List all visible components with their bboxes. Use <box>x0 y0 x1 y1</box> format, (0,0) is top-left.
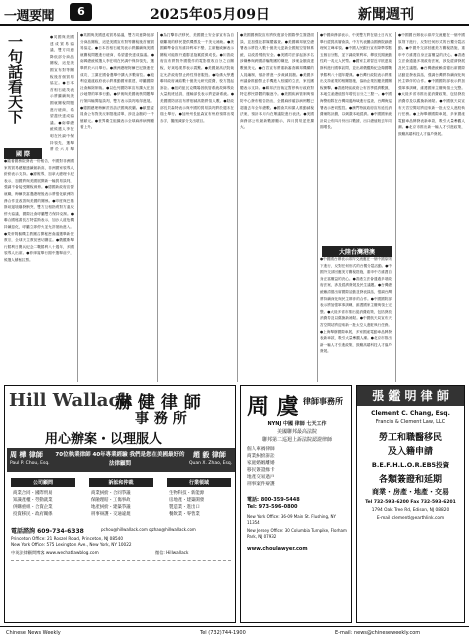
news-column-5: ●中國商務部表示，中美雙方將在瑞士日內瓦舉行經貿高層會談，中方代表團由國務院副總理何立峰率領。●中國人民銀行宣布降準零點五個百分點，並下調政策利率，釋放長期流動性約一兆元人民幣。●國家主席習近平抵達莫斯科進行國事訪問，並出席俄羅斯紀念衛國戰爭勝利八十週年慶典。●台灣行政院表示將推出支持產業的相關措施，協助企業因應美國關稅衝擊。●香港特區政府公布首季經濟數據，本地生產總值按年增長百分之三點一。●中國海警船隊在台灣周邊海域進行巡查，台灣海巡署表示密切監控。●澳門特區政府宣布延長消費補貼計劃，以刺激本地經濟。●中國國家統計局公布四月份出口數據，出口總值較去年同期增長。 <box>320 33 392 130</box>
list-item: 投資移民・政府關係 <box>13 512 53 517</box>
feature-title: 一句話看天下 <box>6 34 24 124</box>
hill-ad-filler <box>11 560 231 620</box>
column-divider <box>157 32 158 382</box>
column-divider <box>237 32 238 382</box>
quan-zhao-title: Quan X. Zhao, Esq. <box>189 461 233 466</box>
list-item: 家庭婚姻離婚 <box>247 461 275 466</box>
list-item: 生物科技・新能源 <box>169 491 205 496</box>
list-item: 商業糾紛訴訟 <box>247 454 275 459</box>
hill-services-3 <box>169 490 235 518</box>
list-item: 商業合同・國際貿易 <box>13 491 53 496</box>
chou-sub3: 聯邦第二巡迴上訴法院認證律師 <box>261 437 332 443</box>
hill-services-1 <box>13 490 83 518</box>
chang-line-5: 商業・房產・地產・交易 <box>372 488 449 496</box>
column-divider <box>395 32 396 382</box>
mainland-tag: 大陸台灣港澳 <box>322 246 392 257</box>
footer-phone: Tel (732)744-1900 <box>200 630 246 636</box>
international-tag: 國 際 <box>4 148 42 159</box>
list-item: 併購重組・合資企業 <box>13 505 53 510</box>
news-column-5b: ●中國國台辦表示兩岸交流應在一個中國原則下進行，反對任何形式的台獨分裂活動。●中國外交部回應美方關稅措施，重申中方維護自身正當權益的決心。●香港立法會通過多項政府法案，涉及經濟發展及民生議題。●台灣總統賴清德出席國際活動並發表談話，強調台灣將持續深化與民主夥伴的合作。●中國國防部表示將加強軍事訓練，維護國家主權與領土完整。●大陸多省市推出促消費政策，包括發放消費券及以舊換新補貼。●中國航天局宣布天宮空間站將迎來新一批太空人進駐執行任務。●上海舉辦國際車展，多家國產電動車品牌發表新車款，吸引大量參觀人潮。●北京市推出新一輪人才引進政策，鼓勵高端科技人才落戶發展。 <box>320 257 392 354</box>
princeton-office: Princeton Office: 21 Roszel Road, Princeton, NJ 08540 <box>11 536 123 541</box>
chang-line-2: 及入籍申請 <box>387 447 433 457</box>
hill-cat-corporate: 公司顧問 <box>11 478 75 487</box>
news-column-3: ●為打擊非法移民，美國國土安全部宣布為自願離境的移民提供機票及一千美元補助。●美國聯準會宣布維持利率不變，主席鮑威爾表示關稅可能推升通膨並拖累經濟成長。●川普政府宣布將對外國製作的電影徵收百分之百關稅，好萊塢業界表示震驚。●美國最高法院裁定允許政府禁止跨性別者服役。●哈佛大學遭聯邦政府凍結數十億美元研究經費，校方提起訴訟。●紐約紐瓦克機場因航管系統故障導致大量航班延誤，運輸部長表示將更新系統。●美國國防部宣布將削減高階將領人數。●財政部長貝森特表示與中國的貿易談判將於週末在瑞士舉行。●加州州長紐森宣布州府預算出現赤字，擬削減部分支出項目。 <box>160 33 234 123</box>
hill-banner <box>7 448 235 472</box>
list-item: 餐飲業・零售業 <box>169 512 200 517</box>
list-item: 房地產・建築開發 <box>169 498 205 503</box>
hill-address <box>11 536 132 548</box>
chang-firm: Francis & Clement Law, LLC <box>375 419 446 425</box>
section-left-title: 一週要聞 <box>4 9 55 24</box>
hill-cat-industry: 行業領域 <box>167 478 231 487</box>
paul-chou-name: 周 樺 律師 <box>10 451 43 459</box>
chou-phone-1[interactable]: 電話: 800-359-5448 <box>247 497 300 503</box>
chou-law-ad <box>240 385 352 623</box>
hill-wallack-logo: Hill Wallack <box>9 390 132 411</box>
chang-address: 1794 Oak Tree Rd, Edison, NJ 08820 <box>371 508 450 513</box>
list-item: 地產糾紛・建築爭議 <box>91 505 131 510</box>
chou-office-1: New York Office: 36-09 Main St. Flushing, NY 11354 <box>247 514 336 525</box>
news-column-6: ●中國國台辦表示兩岸交流應在一個中國原則下進行，反對任何形式的台獨分裂活動。●中國外交部回應美方關稅措施，重申中方維護自身正當權益的決心。●香港立法會通過多項政府法案，涉及經濟發展及民生議題。●台灣總統賴清德出席國際活動並發表談話，強調台灣將持續深化與民主夥伴的合作。●中國國防部表示將加強軍事訓練，維護國家主權與領土完整。●大陸多省市推出促消費政策，包括發放消費券及以舊換新補貼。●中國航天局宣布天宮空間站將迎來新一批太空人進駐執行任務。●上海舉辦國際車展，多家國產電動車品牌發表新車款，吸引大量參觀人潮。●北京市推出新一輪人才引進政策，鼓勵高端科技人才落戶發展。 <box>398 33 465 136</box>
chang-line-3: B.E.F.H.L.O.R.EB5投資 <box>371 461 450 469</box>
hill-phone[interactable]: 電話諮詢 609-734-6338 <box>11 528 84 535</box>
chang-name-cn: 張 鑑 明 律 師 <box>357 386 464 406</box>
list-item: 刑事案件辯護 <box>247 482 275 487</box>
paul-chou-title: Paul P. Chou, Esq. <box>10 461 50 466</box>
hill-wallack-ad <box>4 385 236 623</box>
new-york-office: New York Office: 575 Lexington Ave., New York, NY 10022 <box>11 542 132 547</box>
chou-services <box>247 446 347 488</box>
hill-cat-litigation: 訴訟和仲裁 <box>89 478 153 487</box>
list-item: 移民簽證綠卡 <box>247 468 275 473</box>
list-item: 刑事辯護・交通違規 <box>91 512 131 517</box>
issue-date: 2025年05月09日 <box>150 7 270 23</box>
quan-zhao-name: 趙 毅 律師 <box>193 451 226 459</box>
chou-website[interactable]: www.choulawyer.com <box>247 546 308 552</box>
chang-email[interactable]: E-mail clementl@earthlink.com <box>376 516 445 521</box>
chang-tel[interactable]: Tel 732-593-6200 Fax 732-593-6201 <box>365 500 456 505</box>
hill-brand-cn: 赫 健 律 師 <box>115 393 201 413</box>
news-column-1-top: ●英國與美國達成貿易協議，雙方同意降低部分商品關稅，這是美國宣布對等關稅後首個貿易協定。●日本首相石破茂表示將繼續與美國就關稅問題進行磋商，希望盡快達成協議。●南韓總統候選人李在明在民調中保持領先，選舉將於六月舉 <box>50 35 74 152</box>
hill-blog[interactable]: 中英法律顧問博客 www.wechatlawblog.com <box>11 550 99 555</box>
chang-law-ad <box>356 385 465 623</box>
chou-office-2: New Jersey Office: 30 Columbia Turnpike, Florham Park, NJ 07932 <box>247 528 347 539</box>
section-right-title: 新聞週刊 <box>358 7 414 23</box>
hill-banner-text: 70位執業律師 40年專業經驗 我們是您在美國最好的法律顧問 <box>55 452 185 467</box>
column-divider <box>317 32 318 382</box>
footer-email[interactable]: E-mail: news@chineseweekly.com <box>335 630 421 636</box>
column-divider <box>77 32 78 382</box>
list-item: 知識產權・勞動就業 <box>13 498 53 503</box>
chou-sub: NYNJ 中國 律師 七天工作 <box>267 421 327 427</box>
list-item: 保險理賠・工傷事故 <box>91 498 131 503</box>
hill-slogan: 用心辦案・以理服人 <box>45 432 163 447</box>
chou-phone-2[interactable]: Tel: 973-596-0800 <box>247 504 298 510</box>
chou-name: 周 虞 <box>247 394 299 420</box>
chou-sub2: 美國聯邦最高法院 <box>276 429 317 435</box>
page-number: 6 <box>70 3 92 21</box>
page-header <box>0 0 469 26</box>
list-item: 商業糾紛・合同爭議 <box>91 491 131 496</box>
hill-subtitle: 事 務 所 <box>135 411 187 427</box>
list-item: 製造業・進出口 <box>169 505 200 510</box>
hill-services-2 <box>91 490 161 518</box>
chou-title: 律師事務所 <box>303 397 343 406</box>
hill-wechat: 微信: Hillwallack <box>155 550 189 555</box>
chang-line-4: 各類簽證和延期 <box>378 475 442 485</box>
chang-name-en: Clement C. Chang, Esq. <box>371 410 450 417</box>
news-column-2: ●英國與美國達成貿易協議，雙方同意降低部分商品關稅，這是美國宣布對等關稅後首個貿易協定。●日本首相石破茂表示將繼續與美國就關稅問題進行磋商，希望盡快達成協議。●南韓總統候選人李在明在民調中保持領先，選舉將於六月舉行。●澳洲總理阿爾巴尼斯連任成功，工黨在國會選舉中擴大多數席位。●敘利亞過渡政府表示將推動國家重建，呼籲國際社會解除制裁。●以色列國防軍宣布擴大在加沙地帶的軍事行動。●伊朗與美國就核問題舉行第四輪間接談判，雙方表示談判取得進展。●德國總理梅爾茨首訪法國與波蘭。●歐盟委員會公布對美反制措施清單，涉及金額約一千億歐元。●世界衛生組織表示全球麻疹病例顯著上升。 <box>80 33 154 130</box>
footer-publication: Chinese News Weekly <box>6 630 61 636</box>
page-footer <box>0 626 469 640</box>
list-item: 個人車禍律師 <box>247 447 275 452</box>
news-column-4: ●美國國務院宣布將恢復部分國際學生簽證面談，並加強社群媒體審查。●美國聯邦航空總署表示將投入數十億美元更新全國航空管制系統，以改善飛航安全。●美國司法部起訴多名涉嫌參與跨國詐騙集團的嫌犯，涉案金額高達數億美元。●白宮宣布將重新審查聯邦機構的人員編制，預計將進一步裁減員額。●美國多州議會推動禁止手機進入校園的立法，家長團體表示支持。●聯邦法官裁定暫停執行政府對特定移民群體的驅逐令。●美國疾病管制與預防中心發布報告指出，全國麻疹確診病例數已超過去年全年總數。●國會共和黨人推動減稅法案，預計本月內在眾議院進行表決。●美國商務部公布最新數據顯示，四月貿易逆差擴大。 <box>240 33 314 130</box>
hill-email[interactable]: pchou@hillwallack.com qzhao@hillwallack.com <box>101 527 196 532</box>
news-column-1: ●隨著國務院發表一份報告，中國對非洲國家的貿易總額連續創新高，非洲國家領導人紛紛表示支持。●據報導，加拿大總理卡尼表示，加國將與美國展開新一輪貿易談判，強調不會接受關稅威脅。●德國新政府宣誓就職，梅爾茨當選總理後表示將強化歐洲防務合作並改善與美國的關係。●印度與巴基斯坦邊境爆發衝突，雙方互相指責對方違反停火協議，國際社會呼籲雙方保持克制。●聯合國秘書長古特雷斯表示，加沙人道危機持續惡化，呼籲立即停火並允許援助進入。●梵蒂岡樞機主教團召開秘密會議選舉新任教宗，全球天主教徒密切關注。●俄羅斯舉行勝利日閱兵紀念二戰勝利八十週年，多國領導人出席。●菲律賓舉行期中選舉前夕，候選人積極拉票。 <box>4 159 74 262</box>
chang-line-1: 勞工和職醫移民 <box>378 433 442 443</box>
list-item: 地產交易過戶 <box>247 475 275 480</box>
